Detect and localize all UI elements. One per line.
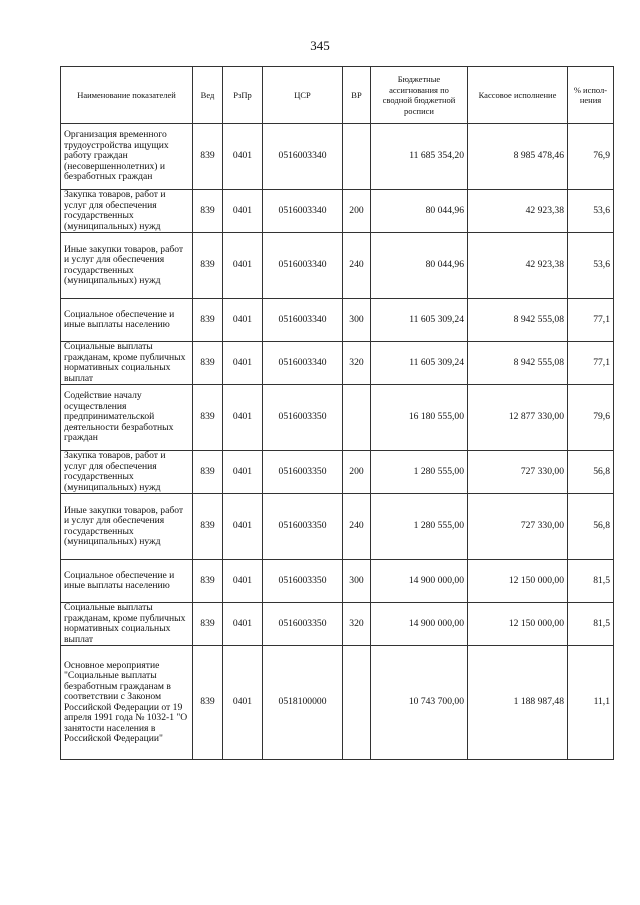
- table-row: [61, 560, 614, 603]
- row-csr-cell: 0518100000: [263, 646, 343, 760]
- row-vr-cell: 300: [343, 560, 371, 603]
- row-csr-cell: 0516003340: [263, 190, 343, 233]
- row-csr-cell: 0516003340: [263, 342, 343, 385]
- row-budget-cell: 11 605 309,24: [371, 299, 468, 342]
- row-rzpr-cell: 0401: [223, 342, 263, 385]
- header-name: Наименование показателей: [61, 67, 193, 124]
- row-pct-cell: 53,6: [568, 190, 614, 233]
- row-ved-cell: 839: [193, 124, 223, 190]
- row-name-cell: Социальное обеспечение и иные выплаты населению: [61, 299, 193, 342]
- row-budget-cell: 10 743 700,00: [371, 646, 468, 760]
- header-vr: ВР: [343, 67, 371, 124]
- row-vr-cell: [343, 124, 371, 190]
- row-budget-cell: 11 605 309,24: [371, 342, 468, 385]
- row-pct-cell: 81,5: [568, 603, 614, 646]
- row-vr-cell: 320: [343, 603, 371, 646]
- header-budget: Бюджетные ассигнования по сводной бюджетной росписи: [371, 67, 468, 124]
- row-ved-cell: 839: [193, 299, 223, 342]
- row-ved-cell: 839: [193, 385, 223, 451]
- row-name-cell: Иные закупки товаров, работ и услуг для обеспечения государственных (муниципальных) нужд: [61, 233, 193, 299]
- header-csr: ЦСР: [263, 67, 343, 124]
- row-ved-cell: 839: [193, 451, 223, 494]
- table-row: [61, 124, 614, 190]
- row-rzpr-cell: 0401: [223, 233, 263, 299]
- row-budget-cell: 14 900 000,00: [371, 603, 468, 646]
- row-vr-cell: 320: [343, 342, 371, 385]
- row-name-cell: Иные закупки товаров, работ и услуг для обеспечения государственных (муниципальных) нужд: [61, 494, 193, 560]
- row-pct-cell: 81,5: [568, 560, 614, 603]
- row-budget-cell: 1 280 555,00: [371, 451, 468, 494]
- row-cash-cell: 727 330,00: [468, 494, 568, 560]
- row-pct-cell: 56,8: [568, 451, 614, 494]
- row-name-cell: Организация временного трудоустройства ищущих работу граждан (несовершеннолетних) и безработных граждан: [61, 124, 193, 190]
- row-name-cell: Социальное обеспечение и иные выплаты населению: [61, 560, 193, 603]
- table-row: [61, 646, 614, 760]
- row-csr-cell: 0516003350: [263, 451, 343, 494]
- row-cash-cell: 12 150 000,00: [468, 560, 568, 603]
- table-row: [61, 342, 614, 385]
- row-name-cell: Социальные выплаты гражданам, кроме публичных нормативных социальных выплат: [61, 603, 193, 646]
- row-rzpr-cell: 0401: [223, 494, 263, 560]
- row-csr-cell: 0516003350: [263, 385, 343, 451]
- row-budget-cell: 14 900 000,00: [371, 560, 468, 603]
- row-cash-cell: 12 877 330,00: [468, 385, 568, 451]
- row-rzpr-cell: 0401: [223, 451, 263, 494]
- row-budget-cell: 16 180 555,00: [371, 385, 468, 451]
- row-ved-cell: 839: [193, 494, 223, 560]
- row-csr-cell: 0516003350: [263, 560, 343, 603]
- row-rzpr-cell: 0401: [223, 603, 263, 646]
- row-pct-cell: 79,6: [568, 385, 614, 451]
- row-csr-cell: 0516003340: [263, 124, 343, 190]
- row-budget-cell: 11 685 354,20: [371, 124, 468, 190]
- row-cash-cell: 8 985 478,46: [468, 124, 568, 190]
- row-rzpr-cell: 0401: [223, 560, 263, 603]
- row-rzpr-cell: 0401: [223, 299, 263, 342]
- row-pct-cell: 53,6: [568, 233, 614, 299]
- table-header-row: [61, 67, 614, 124]
- row-vr-cell: 200: [343, 190, 371, 233]
- row-vr-cell: [343, 385, 371, 451]
- row-cash-cell: 727 330,00: [468, 451, 568, 494]
- row-name-cell: Социальные выплаты гражданам, кроме публичных нормативных социальных выплат: [61, 342, 193, 385]
- row-pct-cell: 77,1: [568, 299, 614, 342]
- row-ved-cell: 839: [193, 233, 223, 299]
- row-name-cell: Закупка товаров, работ и услуг для обеспечения государственных (муниципальных) нужд: [61, 190, 193, 233]
- row-rzpr-cell: 0401: [223, 646, 263, 760]
- row-ved-cell: 839: [193, 560, 223, 603]
- row-ved-cell: 839: [193, 603, 223, 646]
- row-vr-cell: 240: [343, 233, 371, 299]
- row-cash-cell: 12 150 000,00: [468, 603, 568, 646]
- row-cash-cell: 1 188 987,48: [468, 646, 568, 760]
- row-budget-cell: 80 044,96: [371, 190, 468, 233]
- row-rzpr-cell: 0401: [223, 385, 263, 451]
- row-name-cell: Содействие началу осуществления предпринимательской деятельности безработных граждан: [61, 385, 193, 451]
- row-vr-cell: 200: [343, 451, 371, 494]
- row-csr-cell: 0516003350: [263, 603, 343, 646]
- row-rzpr-cell: 0401: [223, 190, 263, 233]
- row-rzpr-cell: 0401: [223, 124, 263, 190]
- row-csr-cell: 0516003340: [263, 299, 343, 342]
- row-cash-cell: 42 923,38: [468, 233, 568, 299]
- row-ved-cell: 839: [193, 342, 223, 385]
- budget-execution-table: [60, 66, 614, 760]
- table-row: [61, 190, 614, 233]
- row-name-cell: Основное мероприятие "Социальные выплаты безработным гражданам в соответствии с Законом Российской Федерации от 19 апреля 1991 года № 1032-1 "О занятости населения в Российской Федерации": [61, 646, 193, 760]
- row-pct-cell: 56,8: [568, 494, 614, 560]
- row-ved-cell: 839: [193, 190, 223, 233]
- row-pct-cell: 77,1: [568, 342, 614, 385]
- row-budget-cell: 1 280 555,00: [371, 494, 468, 560]
- row-name-cell: Закупка товаров, работ и услуг для обеспечения государственных (муниципальных) нужд: [61, 451, 193, 494]
- header-rzpr: РзПр: [223, 67, 263, 124]
- row-vr-cell: [343, 646, 371, 760]
- row-csr-cell: 0516003350: [263, 494, 343, 560]
- header-cash: Кассовое исполнение: [468, 67, 568, 124]
- row-vr-cell: 240: [343, 494, 371, 560]
- table-row: [61, 494, 614, 560]
- page-number: 345: [310, 38, 330, 53]
- row-pct-cell: 76,9: [568, 124, 614, 190]
- row-ved-cell: 839: [193, 646, 223, 760]
- table-row: [61, 233, 614, 299]
- row-pct-cell: 11,1: [568, 646, 614, 760]
- table-row: [61, 385, 614, 451]
- row-vr-cell: 300: [343, 299, 371, 342]
- header-pct: % испол- нения: [568, 67, 614, 124]
- row-cash-cell: 42 923,38: [468, 190, 568, 233]
- row-budget-cell: 80 044,96: [371, 233, 468, 299]
- table-row: [61, 451, 614, 494]
- row-cash-cell: 8 942 555,08: [468, 299, 568, 342]
- row-csr-cell: 0516003340: [263, 233, 343, 299]
- table-row: [61, 603, 614, 646]
- row-cash-cell: 8 942 555,08: [468, 342, 568, 385]
- table-row: [61, 299, 614, 342]
- header-ved: Вед: [193, 67, 223, 124]
